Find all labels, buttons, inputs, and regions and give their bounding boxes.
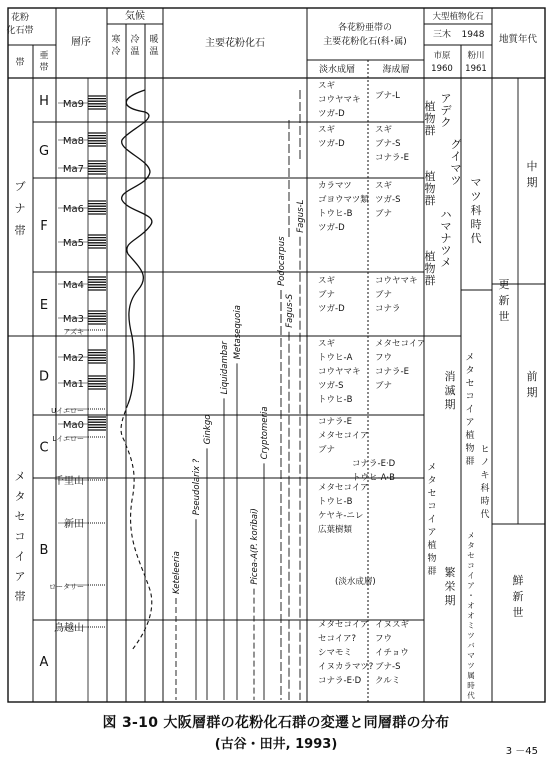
svg-text:更: 更	[498, 278, 510, 291]
svg-text:メ: メ	[465, 353, 475, 363]
layer-label: Ma1	[62, 379, 84, 390]
marine-taxon: ブナ	[375, 290, 393, 300]
svg-text:タ: タ	[467, 541, 475, 550]
svg-text:亜: 亜	[39, 51, 49, 61]
geo-middle	[527, 159, 538, 189]
layer-label: Ma6	[62, 204, 84, 215]
freshwater-taxon: コウヤマキ	[318, 367, 361, 377]
freshwater-taxon: ツガ-D	[318, 223, 345, 233]
extra-taxon: コナラ-E·D	[352, 459, 396, 469]
svg-text:植: 植	[465, 431, 475, 441]
taxon-range	[203, 415, 213, 700]
svg-text:ミ: ミ	[467, 621, 475, 630]
figure-citation: (古谷・田井, 1993)	[214, 737, 338, 752]
freshwater-taxon: コナラ-E·D	[318, 676, 362, 686]
freshwater-taxon: スギ	[318, 339, 336, 349]
svg-text:Picea-A(P. koribai): Picea-A(P. koribai)	[250, 508, 260, 585]
marine-taxon: クルミ	[375, 676, 401, 686]
svg-text:寒: 寒	[111, 35, 121, 45]
svg-text:時: 時	[467, 681, 475, 690]
flora-guimatsu	[451, 138, 462, 187]
svg-text:タ: タ	[465, 366, 475, 376]
svg-text:Podocarpus: Podocarpus	[277, 236, 287, 286]
svg-text:消: 消	[444, 370, 456, 383]
svg-text:Fagus-L: Fagus-L	[296, 199, 306, 233]
main-pollen-header: 主要花粉化石	[205, 38, 265, 49]
svg-text:ヒ: ヒ	[480, 445, 490, 455]
svg-text:グ: グ	[450, 138, 462, 151]
svg-text:1961: 1961	[465, 64, 487, 74]
layer-label: Ma8	[62, 136, 84, 147]
svg-text:オ: オ	[467, 601, 475, 610]
subzone-D: D	[38, 369, 50, 385]
svg-text:植: 植	[424, 250, 436, 263]
layer-label: Ma7	[62, 164, 84, 175]
svg-text:前: 前	[526, 370, 538, 383]
subzone-E: E	[39, 298, 49, 313]
freshwater-taxon: ブナ	[318, 290, 336, 300]
svg-text:ハ: ハ	[440, 208, 452, 221]
svg-text:温: 温	[149, 47, 159, 57]
svg-text:群: 群	[427, 567, 437, 577]
svg-text:物: 物	[465, 444, 475, 454]
svg-text:マ: マ	[470, 176, 482, 189]
svg-text:鮮: 鮮	[512, 574, 524, 587]
svg-text:群: 群	[465, 457, 475, 467]
svg-text:ナ: ナ	[440, 232, 452, 245]
svg-text:物: 物	[424, 112, 436, 125]
taxon-range	[233, 305, 243, 700]
svg-text:植: 植	[424, 170, 436, 183]
svg-text:セ: セ	[427, 489, 437, 499]
marine-taxon: ブナ-S	[375, 139, 401, 149]
svg-text:ブ: ブ	[14, 180, 26, 193]
svg-text:物: 物	[427, 554, 437, 564]
freshwater-taxon: ツガ-D	[318, 109, 345, 119]
taxon-range	[220, 341, 230, 700]
svg-text:Keteleeria: Keteleeria	[172, 551, 182, 594]
svg-text:ア: ア	[440, 92, 452, 105]
svg-text:メ: メ	[14, 470, 26, 483]
layer-label: Uイエロー	[51, 407, 84, 415]
ichihara-lower	[425, 249, 436, 287]
marine-taxon: イヌスギ	[375, 620, 410, 630]
freshwater-taxon: ツガ-D	[318, 139, 345, 149]
svg-text:ツ: ツ	[440, 244, 452, 257]
svg-text:ア: ア	[465, 418, 475, 428]
svg-text:物: 物	[424, 262, 436, 275]
freshwater-taxon: スギ	[318, 125, 336, 135]
taxon-range	[260, 406, 270, 700]
svg-text:時: 時	[480, 497, 490, 507]
svg-text:代: 代	[480, 510, 490, 520]
subzone-B: B	[39, 543, 49, 558]
sublist-note: (淡水成層)	[335, 577, 376, 587]
marine-taxon: ブナ	[375, 209, 393, 219]
svg-text:Fagus-S: Fagus-S	[285, 294, 295, 328]
svg-text:冷: 冷	[130, 35, 140, 45]
svg-text:期: 期	[444, 398, 456, 411]
svg-text:ア: ア	[467, 581, 475, 590]
svg-text:ツ: ツ	[470, 190, 482, 203]
freshwater-taxon: ケヤキ-ニレ	[318, 511, 364, 521]
svg-text:オ: オ	[467, 611, 475, 620]
svg-text:マ: マ	[440, 220, 452, 233]
freshwater-taxon: ゴヨウマツ類	[318, 195, 369, 205]
freshwater-taxon: コウヤマキ	[318, 95, 361, 105]
freshwater-taxon: 広葉樹類	[318, 525, 353, 535]
svg-text:Pseudolarix ?: Pseudolarix ?	[192, 458, 202, 516]
svg-text:植: 植	[424, 100, 436, 113]
flora-meta2	[465, 352, 474, 467]
marine-taxon: スギ	[375, 181, 393, 191]
ichihara-upper	[425, 99, 436, 137]
svg-text:キ: キ	[480, 471, 490, 481]
zone-metasequoia	[15, 470, 26, 603]
freshwater-taxon: ツガ-D	[318, 304, 345, 314]
freshwater-taxon: スギ	[318, 81, 336, 91]
freshwater-taxon: スギ	[318, 276, 336, 286]
freshwater-taxon: トウヒ-B	[318, 209, 353, 219]
svg-text:コ: コ	[14, 530, 26, 543]
marine-taxon: フウ	[375, 353, 393, 363]
figure-caption: 図 3-10 大阪層群の花粉化石群の変遷と同層群の分布	[102, 715, 450, 731]
svg-text:Cryptomeria: Cryptomeria	[260, 406, 270, 460]
subzone-A: A	[39, 655, 49, 670]
svg-text:期: 期	[444, 594, 456, 607]
svg-text:イ: イ	[467, 571, 475, 580]
flora-meta-era	[467, 531, 475, 700]
freshwater-taxon: ツガ-S	[318, 381, 344, 391]
marine-header: 海成層	[382, 65, 410, 75]
flora-meta	[427, 462, 436, 577]
taxon-range	[192, 458, 202, 700]
flora-adeku	[441, 92, 452, 129]
marine-taxon: コナラ	[375, 304, 401, 314]
freshwater-taxon: メタセコイア	[318, 620, 369, 630]
layer-label: Ma4	[62, 280, 84, 291]
taxon-range	[285, 293, 295, 700]
svg-text:化石帯: 化石帯	[6, 26, 34, 36]
layer-label: Ma2	[62, 353, 84, 364]
freshwater-taxon: メタセコイア	[318, 431, 369, 441]
svg-text:イ: イ	[427, 515, 437, 525]
svg-text:イ: イ	[450, 150, 462, 163]
marine-taxon: コナラ-E	[375, 153, 409, 163]
svg-text:Liquidambar: Liquidambar	[220, 341, 230, 395]
svg-text:イ: イ	[14, 550, 26, 563]
svg-text:期: 期	[526, 386, 538, 399]
marine-taxon: イチョウ	[375, 648, 409, 658]
freshwater-taxon: セコイア?	[318, 634, 357, 644]
svg-text:タ: タ	[427, 476, 437, 486]
svg-text:主要花粉化石(科･属): 主要花粉化石(科･属)	[323, 37, 407, 47]
svg-text:暖: 暖	[149, 35, 159, 45]
svg-text:イ: イ	[465, 405, 475, 415]
marine-taxon: フウ	[375, 634, 393, 644]
layer-label: Lイエロー	[52, 435, 84, 443]
freshwater-taxon: ブナ	[318, 445, 336, 455]
svg-text:粉川: 粉川	[467, 51, 485, 61]
layer-label: ロータリー	[49, 583, 84, 591]
subzone-H: H	[39, 94, 49, 109]
geo-early	[527, 369, 538, 399]
flora-kokawa	[471, 176, 482, 245]
svg-text:時: 時	[470, 218, 482, 231]
svg-text:コ: コ	[465, 392, 475, 402]
geo-pliocene	[513, 574, 524, 619]
flora-header: 大型植物化石	[432, 12, 484, 22]
svg-text:三木: 三木	[432, 30, 452, 40]
svg-text:メ: メ	[427, 463, 437, 473]
svg-text:市原: 市原	[433, 51, 451, 61]
flora-extinct	[445, 369, 456, 411]
taxon-range	[172, 551, 182, 700]
svg-text:群: 群	[424, 124, 436, 137]
svg-text:マ: マ	[450, 162, 462, 175]
zone-header: 帯	[15, 58, 25, 68]
layer-label: Ma9	[62, 99, 84, 110]
svg-text:Ginkgo: Ginkgo	[203, 414, 213, 445]
svg-text:世: 世	[512, 606, 524, 619]
svg-text:コ: コ	[427, 502, 437, 512]
climate-header: 気候	[125, 11, 145, 22]
svg-text:デ: デ	[440, 104, 452, 117]
geo-pleistocene	[499, 278, 510, 323]
svg-text:ツ: ツ	[467, 631, 475, 640]
svg-text:冷: 冷	[111, 47, 121, 57]
svg-text:ツ: ツ	[467, 661, 475, 670]
subzone-C: C	[39, 440, 49, 456]
svg-text:コ: コ	[467, 561, 475, 570]
svg-text:1960: 1960	[431, 64, 453, 74]
marine-taxon: ブナ	[375, 381, 393, 391]
svg-text:ナ: ナ	[14, 202, 26, 215]
pollen-zone-label: 花粉	[10, 13, 30, 23]
freshwater-taxon: シマモミ	[318, 648, 353, 658]
svg-text:物: 物	[424, 182, 436, 195]
svg-text:ク: ク	[440, 116, 452, 129]
svg-text:ツ: ツ	[450, 174, 462, 187]
freshwater-taxon: コナラ-E	[318, 417, 352, 427]
svg-text:滅: 滅	[444, 384, 456, 397]
marine-taxon: コナラ-E	[375, 367, 409, 377]
geo-age-header: 地質年代	[498, 34, 538, 45]
svg-text:各花粉亜帯の: 各花粉亜帯の	[337, 23, 393, 33]
page-number: 3 －45	[505, 746, 538, 757]
extra-taxon: トウヒ-A·B	[352, 473, 395, 483]
svg-text:栄: 栄	[444, 580, 456, 593]
freshwater-taxon: カラマツ	[318, 181, 352, 191]
layer-label: 千里山	[54, 476, 84, 487]
flora-hamanatsume	[441, 208, 452, 269]
layer-label: 鳥越山	[54, 623, 84, 634]
freshwater-taxon: トウヒ-B	[318, 395, 353, 405]
svg-text:帯: 帯	[14, 590, 26, 603]
svg-text:メ: メ	[467, 531, 475, 540]
svg-text:科: 科	[470, 204, 482, 217]
marine-taxon: コウヤマキ	[375, 276, 418, 286]
svg-text:新: 新	[512, 590, 524, 603]
layer-label: Ma3	[62, 314, 84, 325]
taxon-range	[296, 199, 306, 700]
svg-text:繁: 繁	[444, 566, 456, 579]
taxon-range	[250, 508, 260, 700]
svg-text:セ: セ	[14, 510, 26, 523]
marine-taxon: スギ	[375, 125, 393, 135]
svg-text:マ: マ	[467, 651, 475, 660]
svg-text:セ: セ	[465, 379, 475, 389]
svg-text:メ: メ	[440, 256, 452, 269]
svg-text:帯: 帯	[39, 63, 49, 73]
freshwater-taxon: トウヒ-B	[318, 497, 353, 507]
subzone-G: G	[38, 144, 50, 159]
svg-text:植: 植	[427, 541, 437, 551]
svg-text:1948: 1948	[461, 30, 485, 40]
layer-label: Ma0	[62, 420, 84, 431]
svg-text:世: 世	[498, 310, 510, 323]
freshwater-taxon: イヌカラマツ?	[318, 662, 374, 672]
ichihara-mid	[425, 169, 436, 207]
freshwater-taxon: メタセコイア	[318, 483, 369, 493]
svg-text:属: 属	[467, 671, 475, 680]
marine-taxon: メタセコイア	[375, 339, 426, 349]
svg-text:ノ: ノ	[480, 458, 490, 468]
svg-text:セ: セ	[467, 551, 475, 560]
svg-text:科: 科	[480, 484, 490, 494]
freshwater-taxon: トウヒ-A	[318, 353, 353, 363]
layer-label: アズキ	[63, 328, 84, 336]
freshwater-header: 淡水成層	[318, 65, 356, 75]
flora-hinoki	[480, 445, 489, 520]
svg-text:ア: ア	[14, 570, 26, 583]
svg-text:温: 温	[130, 47, 140, 57]
svg-text:帯: 帯	[14, 224, 26, 237]
stratigraphy-header: 層序	[71, 37, 91, 48]
layer-label: 新田	[64, 519, 84, 530]
marine-taxon: ツガ-S	[375, 195, 401, 205]
svg-text:タ: タ	[14, 490, 26, 503]
svg-text:・: ・	[467, 591, 475, 600]
svg-text:群: 群	[424, 274, 436, 287]
svg-text:Metasequoia: Metasequoia	[233, 305, 243, 360]
svg-text:代: 代	[470, 232, 482, 245]
marine-taxon: ブナ-S	[375, 662, 401, 672]
svg-text:新: 新	[498, 294, 510, 307]
svg-text:バ: バ	[467, 641, 475, 650]
marine-taxon: ブナ-L	[375, 91, 400, 101]
zone-buna	[15, 180, 26, 237]
flora-prosper	[445, 565, 456, 607]
subzone-F: F	[40, 219, 48, 234]
svg-text:中: 中	[526, 160, 538, 173]
layer-label: Ma5	[62, 238, 84, 249]
svg-text:群: 群	[424, 194, 436, 207]
svg-text:ア: ア	[427, 528, 437, 538]
svg-text:期: 期	[526, 176, 538, 189]
svg-text:代: 代	[467, 691, 475, 700]
